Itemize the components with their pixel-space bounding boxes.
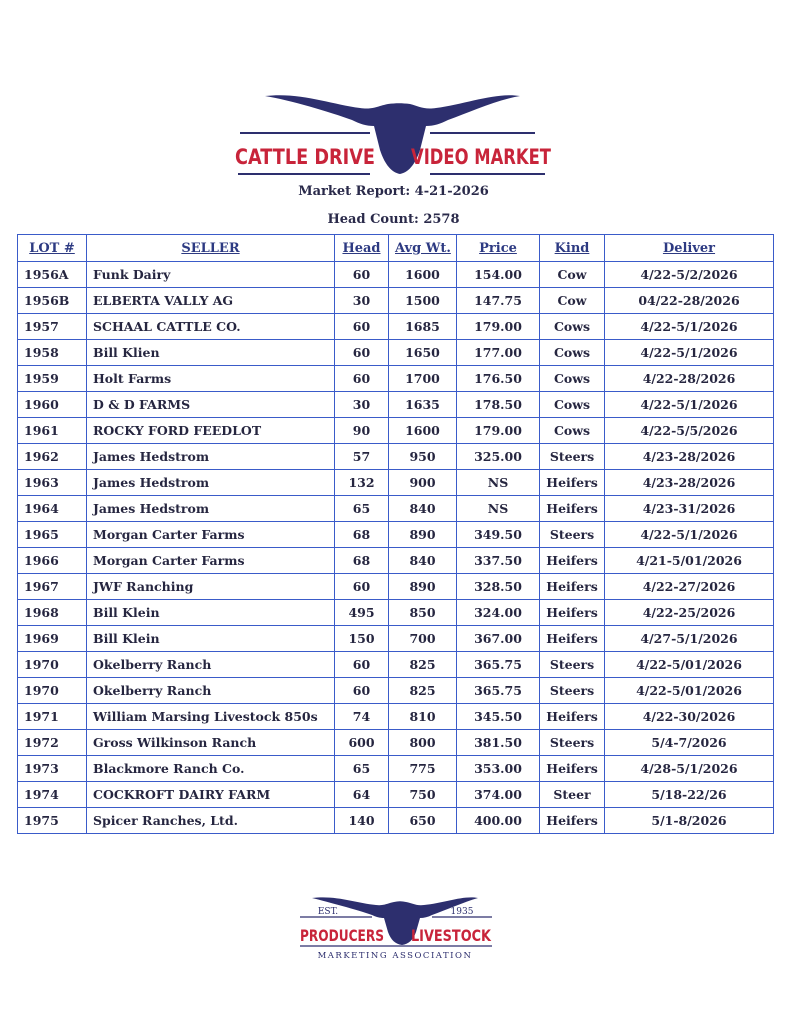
cell-lot: 1969 xyxy=(18,626,87,652)
cell-price: 154.00 xyxy=(457,262,540,288)
cell-seller: William Marsing Livestock 850s xyxy=(87,704,335,730)
table-row xyxy=(18,522,774,548)
cell-deliver: 5/4-7/2026 xyxy=(605,730,774,756)
col-header-kind: Kind xyxy=(540,235,605,262)
cell-lot: 1967 xyxy=(18,574,87,600)
cell-avg-wt: 1600 xyxy=(389,262,457,288)
cell-avg-wt: 840 xyxy=(389,496,457,522)
cell-avg-wt: 1700 xyxy=(389,366,457,392)
table-row xyxy=(18,392,774,418)
cell-avg-wt: 800 xyxy=(389,730,457,756)
cell-seller: Funk Dairy xyxy=(87,262,335,288)
cell-deliver: 4/28-5/1/2026 xyxy=(605,756,774,782)
cell-deliver: 4/22-5/1/2026 xyxy=(605,314,774,340)
table-row xyxy=(18,340,774,366)
cell-kind: Steer xyxy=(540,782,605,808)
cell-head: 64 xyxy=(335,782,389,808)
col-header-deliver: Deliver xyxy=(605,235,774,262)
cell-price: 345.50 xyxy=(457,704,540,730)
cell-price: 325.00 xyxy=(457,444,540,470)
footer-logo-right: LIVESTOCK xyxy=(411,926,492,945)
cell-head: 60 xyxy=(335,262,389,288)
cell-avg-wt: 900 xyxy=(389,470,457,496)
cell-avg-wt: 840 xyxy=(389,548,457,574)
cell-avg-wt: 950 xyxy=(389,444,457,470)
cell-seller: James Hedstrom xyxy=(87,496,335,522)
cell-price: NS xyxy=(457,470,540,496)
cell-avg-wt: 825 xyxy=(389,678,457,704)
cell-lot: 1960 xyxy=(18,392,87,418)
cell-avg-wt: 890 xyxy=(389,522,457,548)
producers-livestock-logo xyxy=(0,880,787,970)
cell-seller: Bill Klein xyxy=(87,600,335,626)
cell-kind: Cows xyxy=(540,366,605,392)
cell-price: NS xyxy=(457,496,540,522)
cell-kind: Heifers xyxy=(540,600,605,626)
cell-head: 74 xyxy=(335,704,389,730)
cell-avg-wt: 750 xyxy=(389,782,457,808)
table-row xyxy=(18,652,774,678)
cell-head: 150 xyxy=(335,626,389,652)
cell-deliver: 4/22-5/1/2026 xyxy=(605,340,774,366)
cell-price: 353.00 xyxy=(457,756,540,782)
table-row xyxy=(18,444,774,470)
col-header-seller: SELLER xyxy=(87,235,335,262)
est-label: EST. xyxy=(317,907,339,917)
table-row xyxy=(18,704,774,730)
cell-price: 337.50 xyxy=(457,548,540,574)
cell-kind: Heifers xyxy=(540,548,605,574)
cell-lot: 1966 xyxy=(18,548,87,574)
cell-head: 600 xyxy=(335,730,389,756)
cell-kind: Cow xyxy=(540,262,605,288)
cell-lot: 1974 xyxy=(18,782,87,808)
cell-deliver: 4/23-28/2026 xyxy=(605,444,774,470)
cell-avg-wt: 810 xyxy=(389,704,457,730)
cell-lot: 1957 xyxy=(18,314,87,340)
cell-price: 179.00 xyxy=(457,418,540,444)
cell-seller: JWF Ranching xyxy=(87,574,335,600)
cell-kind: Heifers xyxy=(540,756,605,782)
cell-seller: SCHAAL CATTLE CO. xyxy=(87,314,335,340)
cell-lot: 1973 xyxy=(18,756,87,782)
market-report-title: Market Report: 4-21-2026 xyxy=(298,184,489,199)
table-row xyxy=(18,626,774,652)
col-header-price: Price xyxy=(457,235,540,262)
table-row xyxy=(18,730,774,756)
cell-seller: Bill Klien xyxy=(87,340,335,366)
table-row xyxy=(18,600,774,626)
col-header-lot: LOT # xyxy=(18,235,87,262)
table-row xyxy=(18,808,774,834)
cell-seller: James Hedstrom xyxy=(87,470,335,496)
cell-seller: Blackmore Ranch Co. xyxy=(87,756,335,782)
cell-price: 177.00 xyxy=(457,340,540,366)
cell-seller: D & D FARMS xyxy=(87,392,335,418)
cell-avg-wt: 1500 xyxy=(389,288,457,314)
cell-deliver: 5/18-22/26 xyxy=(605,782,774,808)
cell-deliver: 4/22-5/1/2026 xyxy=(605,522,774,548)
footer-logo-left: PRODUCERS xyxy=(300,926,384,945)
cell-price: 381.50 xyxy=(457,730,540,756)
cell-lot: 1965 xyxy=(18,522,87,548)
cell-price: 179.00 xyxy=(457,314,540,340)
cell-avg-wt: 650 xyxy=(389,808,457,834)
cell-avg-wt: 1685 xyxy=(389,314,457,340)
cell-deliver: 04/22-28/2026 xyxy=(605,288,774,314)
cell-deliver: 5/1-8/2026 xyxy=(605,808,774,834)
cell-avg-wt: 1635 xyxy=(389,392,457,418)
cell-seller: Bill Klein xyxy=(87,626,335,652)
cell-avg-wt: 890 xyxy=(389,574,457,600)
cell-kind: Steers xyxy=(540,678,605,704)
cell-kind: Cows xyxy=(540,418,605,444)
cell-head: 495 xyxy=(335,600,389,626)
cell-head: 60 xyxy=(335,340,389,366)
cell-kind: Heifers xyxy=(540,808,605,834)
cell-avg-wt: 1600 xyxy=(389,418,457,444)
cell-lot: 1971 xyxy=(18,704,87,730)
cell-head: 68 xyxy=(335,522,389,548)
cell-seller: ELBERTA VALLY AG xyxy=(87,288,335,314)
cell-head: 132 xyxy=(335,470,389,496)
cell-lot: 1970 xyxy=(18,678,87,704)
table-row xyxy=(18,678,774,704)
cell-price: 365.75 xyxy=(457,678,540,704)
table-row xyxy=(18,314,774,340)
cell-deliver: 4/27-5/1/2026 xyxy=(605,626,774,652)
table-row xyxy=(18,548,774,574)
cell-avg-wt: 850 xyxy=(389,600,457,626)
cell-seller: Morgan Carter Farms xyxy=(87,522,335,548)
cell-kind: Heifers xyxy=(540,626,605,652)
cell-lot: 1964 xyxy=(18,496,87,522)
market-report-table xyxy=(17,234,774,834)
cell-head: 65 xyxy=(335,756,389,782)
cell-kind: Cows xyxy=(540,392,605,418)
cell-kind: Cow xyxy=(540,288,605,314)
cell-lot: 1956A xyxy=(18,262,87,288)
table-row xyxy=(18,262,774,288)
cell-seller: Gross Wilkinson Ranch xyxy=(87,730,335,756)
cell-head: 68 xyxy=(335,548,389,574)
cell-seller: Okelberry Ranch xyxy=(87,678,335,704)
cell-deliver: 4/22-5/2/2026 xyxy=(605,262,774,288)
cell-head: 65 xyxy=(335,496,389,522)
cell-deliver: 4/22-25/2026 xyxy=(605,600,774,626)
table-row xyxy=(18,496,774,522)
cell-deliver: 4/22-5/01/2026 xyxy=(605,678,774,704)
cell-kind: Heifers xyxy=(540,574,605,600)
cell-lot: 1959 xyxy=(18,366,87,392)
table-row xyxy=(18,782,774,808)
table-row xyxy=(18,574,774,600)
table-row xyxy=(18,288,774,314)
cell-seller: Morgan Carter Farms xyxy=(87,548,335,574)
cell-kind: Cows xyxy=(540,340,605,366)
cell-kind: Steers xyxy=(540,444,605,470)
cell-head: 60 xyxy=(335,366,389,392)
cell-price: 349.50 xyxy=(457,522,540,548)
cell-deliver: 4/21-5/01/2026 xyxy=(605,548,774,574)
table-row xyxy=(18,418,774,444)
cell-seller: COCKROFT DAIRY FARM xyxy=(87,782,335,808)
cell-head: 140 xyxy=(335,808,389,834)
cell-head: 60 xyxy=(335,678,389,704)
cell-price: 374.00 xyxy=(457,782,540,808)
cell-seller: ROCKY FORD FEEDLOT xyxy=(87,418,335,444)
cell-price: 328.50 xyxy=(457,574,540,600)
cell-seller: Okelberry Ranch xyxy=(87,652,335,678)
cell-seller: Holt Farms xyxy=(87,366,335,392)
cell-kind: Steers xyxy=(540,652,605,678)
cell-lot: 1963 xyxy=(18,470,87,496)
cell-seller: Spicer Ranches, Ltd. xyxy=(87,808,335,834)
head-count-title: Head Count: 2578 xyxy=(327,212,460,227)
cell-head: 90 xyxy=(335,418,389,444)
table-row xyxy=(18,470,774,496)
cell-kind: Steers xyxy=(540,730,605,756)
cell-price: 365.75 xyxy=(457,652,540,678)
cell-head: 30 xyxy=(335,392,389,418)
cell-lot: 1970 xyxy=(18,652,87,678)
cell-avg-wt: 775 xyxy=(389,756,457,782)
logo-text-left: CATTLE DRIVE xyxy=(235,145,375,169)
cell-kind: Cows xyxy=(540,314,605,340)
cell-lot: 1968 xyxy=(18,600,87,626)
cell-lot: 1958 xyxy=(18,340,87,366)
table-row xyxy=(18,756,774,782)
cell-deliver: 4/23-28/2026 xyxy=(605,470,774,496)
cell-price: 400.00 xyxy=(457,808,540,834)
cell-price: 176.50 xyxy=(457,366,540,392)
cell-lot: 1972 xyxy=(18,730,87,756)
cell-seller: James Hedstrom xyxy=(87,444,335,470)
cell-lot: 1956B xyxy=(18,288,87,314)
footer-tagline: MARKETING ASSOCIATION xyxy=(317,951,473,961)
cell-price: 178.50 xyxy=(457,392,540,418)
table-header-row xyxy=(18,235,774,262)
cell-deliver: 4/22-5/1/2026 xyxy=(605,392,774,418)
cell-deliver: 4/22-5/5/2026 xyxy=(605,418,774,444)
cell-head: 60 xyxy=(335,314,389,340)
cell-avg-wt: 1650 xyxy=(389,340,457,366)
cell-head: 60 xyxy=(335,652,389,678)
cell-head: 60 xyxy=(335,574,389,600)
cell-kind: Heifers xyxy=(540,470,605,496)
cell-kind: Heifers xyxy=(540,704,605,730)
cell-avg-wt: 700 xyxy=(389,626,457,652)
cell-kind: Steers xyxy=(540,522,605,548)
est-year: 1935 xyxy=(450,907,474,917)
col-header-avg-wt: Avg Wt. xyxy=(389,235,457,262)
logo-text-right: VIDEO MARKET xyxy=(411,145,552,169)
table-row xyxy=(18,366,774,392)
cell-price: 367.00 xyxy=(457,626,540,652)
cell-deliver: 4/22-5/01/2026 xyxy=(605,652,774,678)
cell-deliver: 4/22-27/2026 xyxy=(605,574,774,600)
cattle-drive-logo xyxy=(0,0,787,190)
cell-price: 324.00 xyxy=(457,600,540,626)
cell-head: 57 xyxy=(335,444,389,470)
cell-deliver: 4/23-31/2026 xyxy=(605,496,774,522)
cell-price: 147.75 xyxy=(457,288,540,314)
col-header-head: Head xyxy=(335,235,389,262)
cell-deliver: 4/22-30/2026 xyxy=(605,704,774,730)
cell-deliver: 4/22-28/2026 xyxy=(605,366,774,392)
cell-lot: 1975 xyxy=(18,808,87,834)
cell-avg-wt: 825 xyxy=(389,652,457,678)
cell-head: 30 xyxy=(335,288,389,314)
cell-lot: 1962 xyxy=(18,444,87,470)
cell-kind: Heifers xyxy=(540,496,605,522)
cell-lot: 1961 xyxy=(18,418,87,444)
